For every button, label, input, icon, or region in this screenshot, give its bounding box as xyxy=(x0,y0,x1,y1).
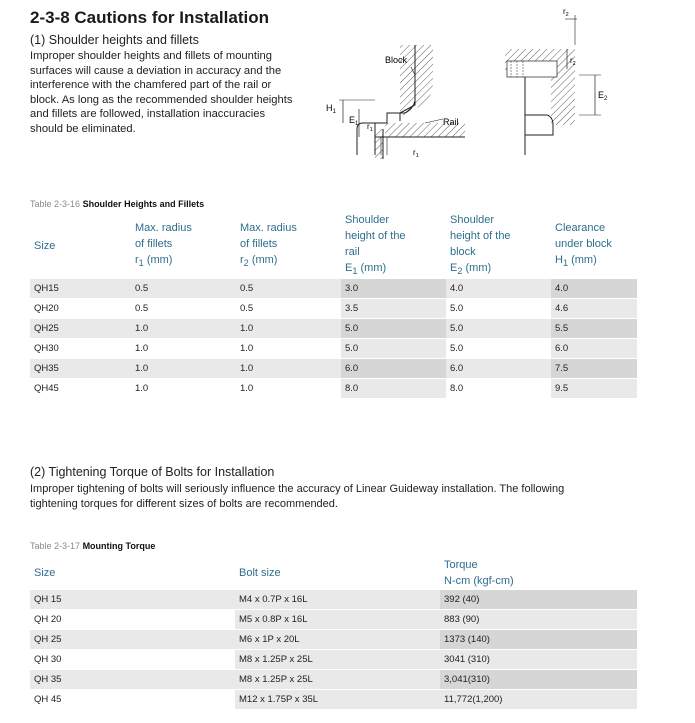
paragraph-line: interference with the chamfered part of the rail or xyxy=(30,79,272,92)
table-cell: 1.0 xyxy=(135,323,149,335)
installation-diagram xyxy=(315,5,645,165)
table-cell: 0.5 xyxy=(240,303,254,315)
t1-header-e2: Shoulder height of the block $E_2$ (mm) xyxy=(450,214,511,277)
t2-header-torque: Torque N-cm (kgf-cm) xyxy=(444,559,514,587)
table2-caption xyxy=(30,541,155,551)
table-cell: QH25 xyxy=(34,323,59,335)
table-cell: 1.0 xyxy=(135,343,149,355)
table-cell: 0.5 xyxy=(240,283,254,295)
table-cell: 5.0 xyxy=(341,319,446,339)
table-row xyxy=(30,379,637,399)
label-e1: $E_1$ xyxy=(349,115,359,127)
table-cell: 7.5 xyxy=(551,359,637,379)
table-cell: 3,041(310) xyxy=(440,670,637,690)
table-cell: QH 35 xyxy=(34,674,62,685)
table-cell: 5.0 xyxy=(450,323,464,335)
table-cell: 6.0 xyxy=(341,359,446,379)
table-cell: 883 (90) xyxy=(440,610,637,630)
table-cell: M4 x 0.7P x 16L xyxy=(239,594,308,605)
paragraph-line: Improper shoulder heights and fillets of mounting xyxy=(30,50,272,62)
table-cell: 3041 (310) xyxy=(440,650,637,670)
table2-caption-number: Table 2-3-17 xyxy=(30,541,81,551)
table-cell: 1.0 xyxy=(240,363,254,375)
t1-header-e1: Shoulder height of the rail $E_1$ (mm) xyxy=(345,214,406,277)
shoulder-paragraph xyxy=(30,49,315,137)
table-cell: 5.0 xyxy=(450,343,464,355)
table-cell: 3.0 xyxy=(341,279,446,299)
table-cell: 3.5 xyxy=(341,299,446,319)
table-cell: QH20 xyxy=(34,303,59,315)
subsection-heading-torque: (2) Tightening Torque of Bolts for Installation xyxy=(30,465,275,479)
table-cell: 0.5 xyxy=(135,283,149,295)
table-cell: 8.0 xyxy=(341,379,446,399)
table-cell: 4.0 xyxy=(450,283,464,295)
label-r2-side: $r_2$ xyxy=(570,56,576,67)
table-cell: 4.0 xyxy=(551,279,637,299)
table-cell: 4.6 xyxy=(551,299,637,319)
table-row xyxy=(30,279,637,299)
paragraph-line: tightening torques for different sizes of bolts are recommended. xyxy=(30,498,338,510)
table-cell: 5.0 xyxy=(341,339,446,359)
label-r1-bottom: $r_1$ xyxy=(413,148,419,159)
table-row xyxy=(30,319,637,339)
table-cell: 8.0 xyxy=(450,383,464,395)
paragraph-line: and fillets are followed, installation inaccuracies xyxy=(30,108,266,121)
t2-header-size: Size xyxy=(34,567,56,579)
table-row xyxy=(30,299,637,319)
subsection-heading-shoulder: (1) Shoulder heights and fillets xyxy=(30,33,199,47)
paragraph-line: Improper tightening of bolts will seriously influence the accuracy of Linear Guideway installation. The following xyxy=(30,483,565,495)
table-cell: 0.5 xyxy=(135,303,149,315)
detail-drawing xyxy=(505,15,601,155)
table-row xyxy=(30,359,637,379)
table-row xyxy=(30,630,637,650)
table-row xyxy=(30,339,637,359)
table-cell: 5.5 xyxy=(551,319,637,339)
label-block: Block xyxy=(385,55,408,65)
table-cell: 1.0 xyxy=(135,383,149,395)
table1-caption-title: Shoulder Heights and Fillets xyxy=(82,199,205,209)
table-row xyxy=(30,610,637,630)
table-cell: QH30 xyxy=(34,343,59,355)
paragraph-line: surfaces will cause a deviation in accuracy and the xyxy=(30,64,282,77)
table-cell: 1373 (140) xyxy=(440,630,637,650)
table-cell: 1.0 xyxy=(240,323,254,335)
t1-header-r1: Max. radius of fillets $r_1$ (mm) xyxy=(135,222,192,269)
t1-header-size: Size xyxy=(34,239,56,252)
torque-paragraph xyxy=(30,482,564,512)
table-cell: 11,772(1,200) xyxy=(440,690,637,710)
table-cell: M12 x 1.75P x 35L xyxy=(235,690,440,710)
table-cell: 1.0 xyxy=(135,363,149,375)
table-row xyxy=(30,670,637,690)
paragraph-line: block. As long as the recommended shoulder heights xyxy=(30,93,293,106)
table-cell: QH45 xyxy=(34,383,59,395)
table-cell: QH 25 xyxy=(34,634,62,645)
label-r1-top: $r_1$ xyxy=(367,122,373,133)
table-cell: M8 x 1.25P x 25L xyxy=(239,674,313,685)
table-row xyxy=(30,650,637,670)
table-cell: QH 20 xyxy=(34,614,62,625)
table-cell: QH35 xyxy=(34,363,59,375)
table-cell: QH 15 xyxy=(34,594,62,605)
table-cell: QH 30 xyxy=(34,654,62,665)
t1-header-r2: Max. radius of fillets $r_2$ (mm) xyxy=(240,222,297,269)
table-cell: 5.0 xyxy=(450,303,464,315)
table-cell: 1.0 xyxy=(240,383,254,395)
t2-header-bolt-size: Bolt size xyxy=(239,567,281,579)
table-row xyxy=(30,690,637,710)
label-e2: $E_2$ xyxy=(598,90,608,102)
table-cell: 1.0 xyxy=(240,343,254,355)
mounting-torque-table xyxy=(30,556,637,710)
section-title: 2-3-8 Cautions for Installation xyxy=(30,8,269,27)
label-rail: Rail xyxy=(443,117,459,127)
label-h1: $H_1$ xyxy=(326,103,336,115)
table-cell: M6 x 1P x 20L xyxy=(239,634,300,645)
shoulder-heights-table xyxy=(30,212,637,399)
table-cell: M8 x 1.25P x 25L xyxy=(235,650,440,670)
t1-header-h1: Clearance under block $H_1$ (mm) xyxy=(555,222,612,269)
table-cell: QH 45 xyxy=(34,694,62,705)
table-cell: 6.0 xyxy=(551,339,637,359)
table-cell: 9.5 xyxy=(551,379,637,399)
table-cell: 392 (40) xyxy=(440,590,637,610)
label-r2-top: $r_2$ xyxy=(563,7,569,18)
table2-caption-title: Mounting Torque xyxy=(82,541,156,551)
table-cell: QH15 xyxy=(34,283,59,295)
paragraph-line: should be eliminated. xyxy=(30,122,136,135)
table-row xyxy=(30,590,637,610)
table1-caption-number: Table 2-3-16 xyxy=(30,199,81,209)
table-cell: 6.0 xyxy=(450,363,464,375)
table-cell: M5 x 0.8P x 16L xyxy=(235,610,440,630)
table1-caption xyxy=(30,199,204,209)
